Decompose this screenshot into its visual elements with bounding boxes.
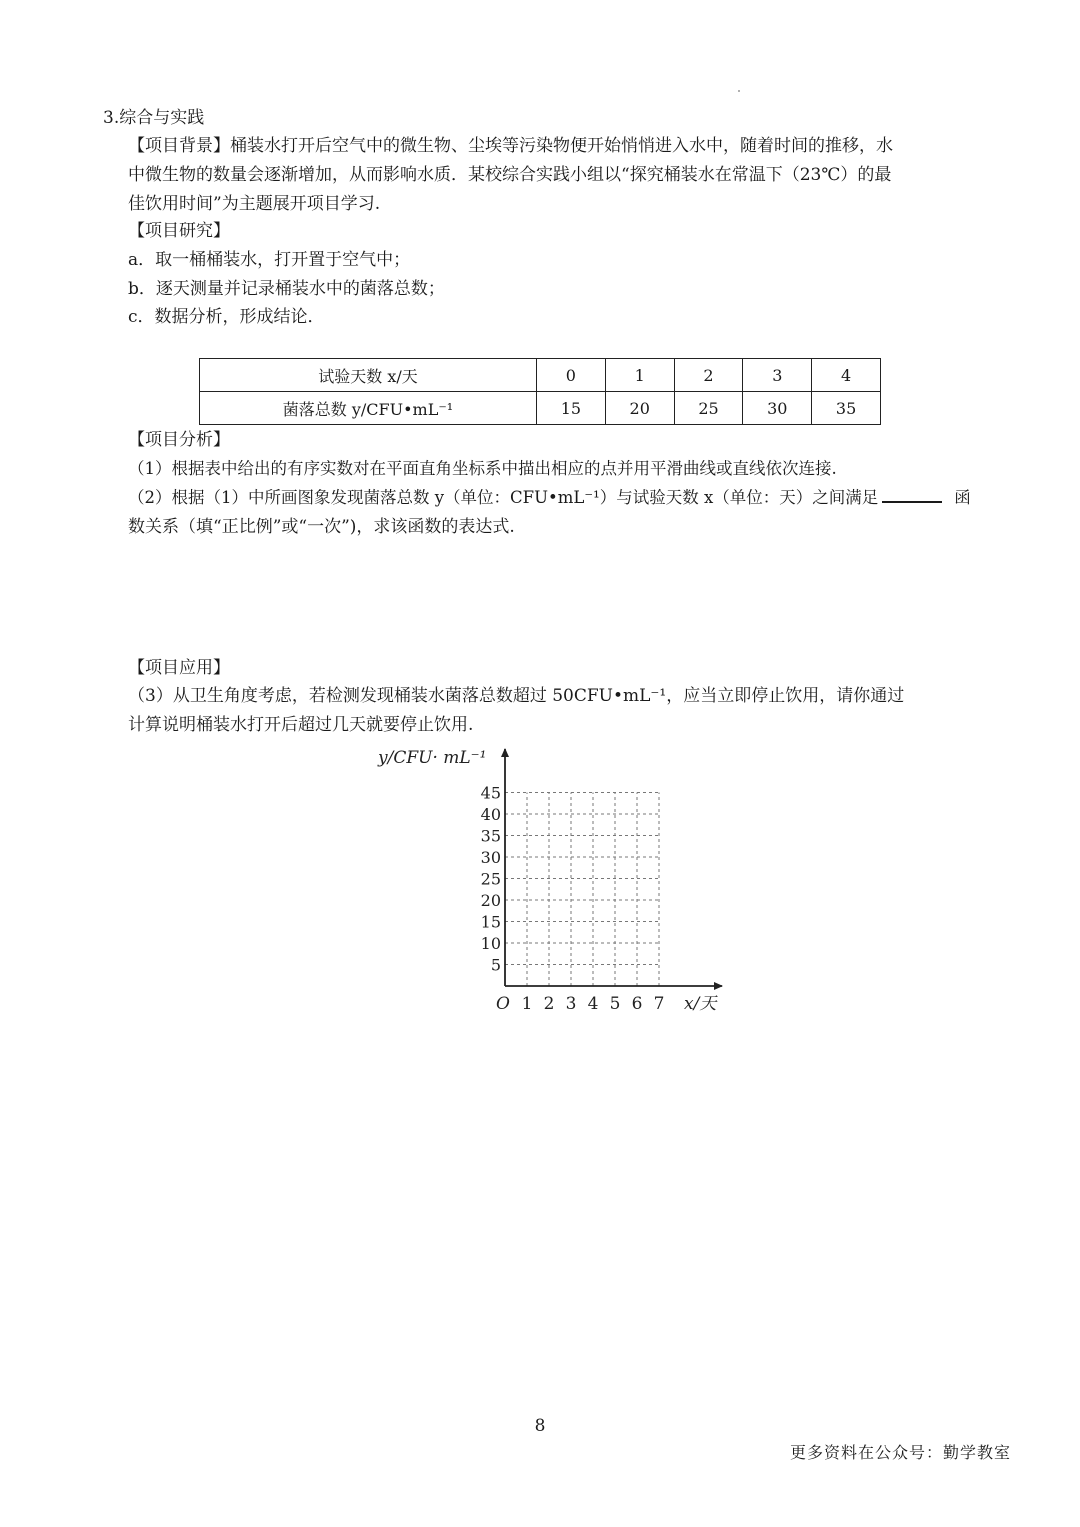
y-tick-label: 15 (480, 912, 501, 932)
table-cell: 25 (674, 392, 743, 425)
data-table (199, 358, 881, 425)
x-tick-label: 5 (609, 994, 621, 1014)
table-row (200, 359, 881, 392)
scan-speck (738, 90, 740, 92)
x-tick-label: 7 (653, 994, 665, 1014)
research-step-a: a．取一桶桶装水，打开置于空气中； (128, 250, 411, 270)
table-header-colonies: 菌落总数 y/CFU•mL⁻¹ (200, 392, 537, 425)
y-tick-label: 40 (480, 805, 501, 824)
x-tick-label: 4 (587, 994, 599, 1014)
coordinate-grid (370, 735, 750, 1025)
analysis-question-1: （1）根据表中给出的有序实数对在平面直角坐标系中描出相应的点并用平滑曲线或直线依次连接. (128, 459, 837, 478)
table-cell: 20 (605, 392, 674, 425)
table-cell: 35 (812, 392, 881, 425)
y-tick-labels (481, 784, 501, 975)
question-2-tail: 函 (954, 488, 971, 507)
table-cell: 15 (537, 392, 606, 425)
x-tick-label: 1 (521, 994, 533, 1014)
x-tick-labels (522, 994, 665, 1014)
y-tick-label: 10 (480, 934, 501, 953)
x-tick-label: 6 (631, 994, 643, 1014)
analysis-question-2-line-2: 数关系（填“正比例”或“一次”)，求该函数的表达式. (128, 517, 515, 537)
analysis-question-2 (128, 486, 971, 510)
background-line-2: 中微生物的数量会逐渐增加，从而影响水质．某校综合实践小组以“探究桶装水在常温下（23℃）的最 (128, 165, 892, 185)
x-tick-label: 2 (543, 994, 555, 1014)
research-step-c: c．数据分析，形成结论． (128, 307, 325, 327)
application-question-3-line-1: （3）从卫生角度考虑，若检测发现桶装水菌落总数超过 50CFU•mL⁻¹，应当立即停止饮用，请你通过 (128, 686, 905, 706)
grid-lines (505, 793, 659, 987)
application-title: 【项目应用】 (128, 658, 230, 678)
table-header-days: 试验天数 x/天 (200, 359, 537, 392)
application-question-3-line-2: 计算说明桶装水打开后超过几天就要停止饮用. (128, 715, 474, 735)
table-cell: 4 (812, 359, 881, 392)
question-2-text: （2）根据（1）中所画图象发现菌落总数 y（单位：CFU•mL⁻¹）与试验天数 x（单位：天）之间满足 (128, 488, 879, 507)
table-cell: 1 (605, 359, 674, 392)
y-tick-label: 35 (480, 826, 501, 846)
table-cell: 2 (674, 359, 743, 392)
background-line-1: 【项目背景】桶装水打开后空气中的微生物、尘埃等污染物便开始悄悄进入水中，随着时间的推移，水 (128, 136, 893, 156)
y-tick-label: 25 (480, 869, 501, 889)
y-tick-label: 30 (480, 848, 501, 867)
answer-blank[interactable] (882, 487, 942, 503)
table-row (200, 392, 881, 425)
table-cell: 0 (537, 359, 606, 392)
origin-label: O (496, 994, 510, 1014)
x-tick-label: 3 (565, 994, 577, 1014)
y-axis-label: y/CFU· mL⁻¹ (378, 748, 487, 768)
research-title: 【项目研究】 (128, 221, 230, 241)
background-line-3: 佳饮用时间”为主题展开项目学习. (128, 194, 381, 214)
page-number: 8 (534, 1416, 546, 1436)
table-cell: 3 (743, 359, 812, 392)
table-cell: 30 (743, 392, 812, 425)
analysis-title: 【项目分析】 (128, 430, 230, 450)
y-tick-label: 5 (490, 955, 501, 975)
y-tick-label: 20 (480, 891, 501, 910)
y-tick-label: 45 (480, 783, 501, 803)
footer-text: 更多资料在公众号：勤学教室 (790, 1443, 1012, 1462)
problem-heading: 3.综合与实践 (103, 108, 205, 128)
x-axis-label: x/天 (684, 994, 717, 1014)
research-step-b: b．逐天测量并记录桶装水中的菌落总数； (128, 279, 445, 299)
